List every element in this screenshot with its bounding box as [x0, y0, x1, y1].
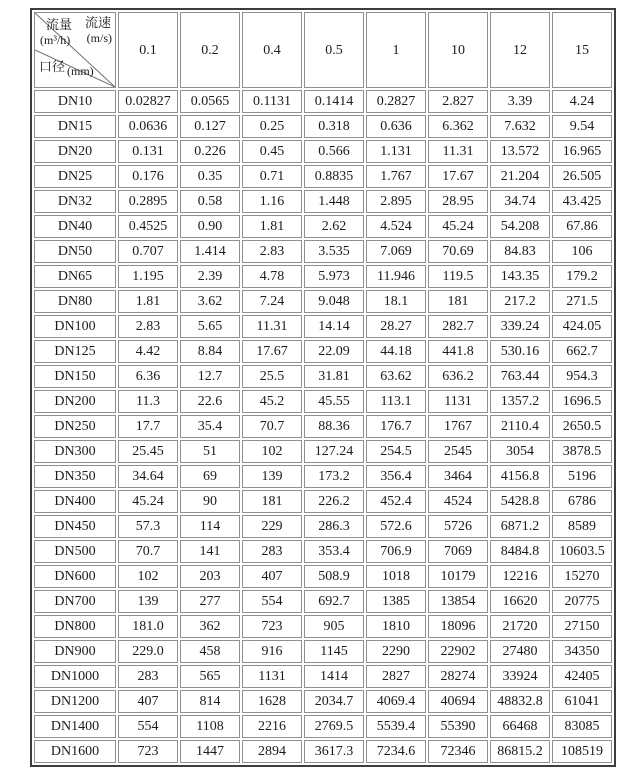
- cell-value: 45.2: [242, 390, 302, 413]
- velocity-label: 流速: [84, 15, 111, 30]
- cell-value: 905: [304, 615, 364, 638]
- table-row: [34, 615, 612, 638]
- cell-value: 554: [118, 715, 178, 738]
- cell-value: 54.208: [490, 215, 550, 238]
- cell-value: 217.2: [490, 290, 550, 313]
- table-row: [34, 115, 612, 138]
- cell-value: 26.505: [552, 165, 612, 188]
- cell-value: 31.81: [304, 365, 364, 388]
- cell-value: 66468: [490, 715, 550, 738]
- table-row: [34, 340, 612, 363]
- cell-value: 4.24: [552, 90, 612, 113]
- cell-value: 11.31: [242, 315, 302, 338]
- cell-value: 356.4: [366, 465, 426, 488]
- cell-value: 7.069: [366, 240, 426, 263]
- cell-value: 4.78: [242, 265, 302, 288]
- row-header-dn: DN20: [34, 140, 116, 163]
- table-row: [34, 140, 612, 163]
- cell-value: 88.36: [304, 415, 364, 438]
- cell-value: 5539.4: [366, 715, 426, 738]
- cell-value: 2110.4: [490, 415, 550, 438]
- cell-value: 22.6: [180, 390, 240, 413]
- cell-value: 25.5: [242, 365, 302, 388]
- cell-value: 45.55: [304, 390, 364, 413]
- cell-value: 723: [118, 740, 178, 763]
- cell-value: 2650.5: [552, 415, 612, 438]
- cell-value: 9.54: [552, 115, 612, 138]
- cell-value: 13854: [428, 590, 488, 613]
- cell-value: 22902: [428, 640, 488, 663]
- cell-value: 51: [180, 440, 240, 463]
- cell-value: 2894: [242, 740, 302, 763]
- row-header-dn: DN500: [34, 540, 116, 563]
- row-header-dn: DN1600: [34, 740, 116, 763]
- cell-value: 8589: [552, 515, 612, 538]
- cell-value: 692.7: [304, 590, 364, 613]
- row-header-dn: DN250: [34, 415, 116, 438]
- cell-value: 1696.5: [552, 390, 612, 413]
- cell-value: 339.24: [490, 315, 550, 338]
- cell-value: 0.71: [242, 165, 302, 188]
- cell-value: 16.965: [552, 140, 612, 163]
- cell-value: 8.84: [180, 340, 240, 363]
- cell-value: 0.636: [366, 115, 426, 138]
- table-row: [34, 190, 612, 213]
- cell-value: 0.2895: [118, 190, 178, 213]
- cell-value: 1628: [242, 690, 302, 713]
- cell-value: 22.09: [304, 340, 364, 363]
- cell-value: 45.24: [428, 215, 488, 238]
- cell-value: 20775: [552, 590, 612, 613]
- cell-value: 106: [552, 240, 612, 263]
- cell-value: 0.8835: [304, 165, 364, 188]
- cell-value: 17.67: [242, 340, 302, 363]
- cell-value: 1767: [428, 415, 488, 438]
- cell-value: 7069: [428, 540, 488, 563]
- table-row: [34, 165, 612, 188]
- table-row: [34, 640, 612, 663]
- cell-value: 1414: [304, 665, 364, 688]
- cell-value: 48832.8: [490, 690, 550, 713]
- cell-value: 7234.6: [366, 740, 426, 763]
- cell-value: 17.67: [428, 165, 488, 188]
- column-header-velocity: 15: [552, 12, 612, 88]
- cell-value: 530.16: [490, 340, 550, 363]
- cell-value: 181: [242, 490, 302, 513]
- cell-value: 1385: [366, 590, 426, 613]
- column-header-velocity: 0.2: [180, 12, 240, 88]
- cell-value: 28.95: [428, 190, 488, 213]
- cell-value: 181: [428, 290, 488, 313]
- row-header-dn: DN32: [34, 190, 116, 213]
- cell-value: 723: [242, 615, 302, 638]
- cell-value: 90: [180, 490, 240, 513]
- cell-value: 5.973: [304, 265, 364, 288]
- velocity-unit-label: (m/s): [86, 31, 112, 45]
- cell-value: 0.1131: [242, 90, 302, 113]
- cell-value: 2290: [366, 640, 426, 663]
- table-row: [34, 490, 612, 513]
- cell-value: 102: [242, 440, 302, 463]
- cell-value: 33924: [490, 665, 550, 688]
- cell-value: 283: [118, 665, 178, 688]
- cell-value: 458: [180, 640, 240, 663]
- cell-value: 3617.3: [304, 740, 364, 763]
- cell-value: 45.24: [118, 490, 178, 513]
- cell-value: 1.131: [366, 140, 426, 163]
- corner-header-cell: [34, 12, 116, 88]
- row-header-dn: DN450: [34, 515, 116, 538]
- cell-value: 141: [180, 540, 240, 563]
- row-header-dn: DN1400: [34, 715, 116, 738]
- cell-value: 10179: [428, 565, 488, 588]
- cell-value: 67.86: [552, 215, 612, 238]
- cell-value: 1131: [428, 390, 488, 413]
- cell-value: 424.05: [552, 315, 612, 338]
- cell-value: 0.02827: [118, 90, 178, 113]
- cell-value: 277: [180, 590, 240, 613]
- cell-value: 2.827: [428, 90, 488, 113]
- table-row: [34, 390, 612, 413]
- cell-value: 63.62: [366, 365, 426, 388]
- cell-value: 35.4: [180, 415, 240, 438]
- row-header-dn: DN10: [34, 90, 116, 113]
- row-header-dn: DN15: [34, 115, 116, 138]
- cell-value: 3.39: [490, 90, 550, 113]
- row-header-dn: DN125: [34, 340, 116, 363]
- cell-value: 0.566: [304, 140, 364, 163]
- cell-value: 1810: [366, 615, 426, 638]
- cell-value: 40694: [428, 690, 488, 713]
- cell-value: 181.0: [118, 615, 178, 638]
- cell-value: 271.5: [552, 290, 612, 313]
- cell-value: 28274: [428, 665, 488, 688]
- table-row: [34, 290, 612, 313]
- cell-value: 353.4: [304, 540, 364, 563]
- cell-value: 4.524: [366, 215, 426, 238]
- table-row: [34, 690, 612, 713]
- cell-value: 0.226: [180, 140, 240, 163]
- cell-value: 10603.5: [552, 540, 612, 563]
- cell-value: 1.81: [242, 215, 302, 238]
- cell-value: 6871.2: [490, 515, 550, 538]
- table-row: [34, 665, 612, 688]
- cell-value: 1.448: [304, 190, 364, 213]
- cell-value: 0.131: [118, 140, 178, 163]
- flow-label: 流量: [46, 17, 73, 32]
- cell-value: 2216: [242, 715, 302, 738]
- cell-value: 179.2: [552, 265, 612, 288]
- column-header-velocity: 0.1: [118, 12, 178, 88]
- table-row: [34, 565, 612, 588]
- cell-value: 2034.7: [304, 690, 364, 713]
- cell-value: 1447: [180, 740, 240, 763]
- table-row: [34, 515, 612, 538]
- cell-value: 0.127: [180, 115, 240, 138]
- cell-value: 4.42: [118, 340, 178, 363]
- row-header-dn: DN80: [34, 290, 116, 313]
- cell-value: 7.24: [242, 290, 302, 313]
- row-header-dn: DN150: [34, 365, 116, 388]
- diameter-unit-label: (mm): [67, 64, 94, 78]
- cell-value: 3464: [428, 465, 488, 488]
- row-header-dn: DN700: [34, 590, 116, 613]
- cell-value: 27480: [490, 640, 550, 663]
- cell-value: 12.7: [180, 365, 240, 388]
- cell-value: 0.25: [242, 115, 302, 138]
- cell-value: 108519: [552, 740, 612, 763]
- cell-value: 5726: [428, 515, 488, 538]
- cell-value: 0.176: [118, 165, 178, 188]
- cell-value: 1131: [242, 665, 302, 688]
- cell-value: 86815.2: [490, 740, 550, 763]
- cell-value: 2827: [366, 665, 426, 688]
- row-header-dn: DN40: [34, 215, 116, 238]
- row-header-dn: DN50: [34, 240, 116, 263]
- cell-value: 14.14: [304, 315, 364, 338]
- row-header-dn: DN300: [34, 440, 116, 463]
- table-row: [34, 715, 612, 738]
- cell-value: 70.7: [242, 415, 302, 438]
- cell-value: 6.36: [118, 365, 178, 388]
- cell-value: 452.4: [366, 490, 426, 513]
- row-header-dn: DN800: [34, 615, 116, 638]
- cell-value: 0.1414: [304, 90, 364, 113]
- table-row: [34, 265, 612, 288]
- cell-value: 7.632: [490, 115, 550, 138]
- row-header-dn: DN350: [34, 465, 116, 488]
- cell-value: 34350: [552, 640, 612, 663]
- cell-value: 70.69: [428, 240, 488, 263]
- cell-value: 173.2: [304, 465, 364, 488]
- cell-value: 143.35: [490, 265, 550, 288]
- cell-value: 5.65: [180, 315, 240, 338]
- row-header-dn: DN1200: [34, 690, 116, 713]
- cell-value: 61041: [552, 690, 612, 713]
- cell-value: 3878.5: [552, 440, 612, 463]
- cell-value: 113.1: [366, 390, 426, 413]
- cell-value: 119.5: [428, 265, 488, 288]
- column-header-velocity: 1: [366, 12, 426, 88]
- table-row: [34, 240, 612, 263]
- corner-header-inner: [35, 13, 115, 87]
- cell-value: 84.83: [490, 240, 550, 263]
- cell-value: 6786: [552, 490, 612, 513]
- cell-value: 0.318: [304, 115, 364, 138]
- cell-value: 636.2: [428, 365, 488, 388]
- table-row: [34, 465, 612, 488]
- cell-value: 0.35: [180, 165, 240, 188]
- cell-value: 18096: [428, 615, 488, 638]
- cell-value: 11.946: [366, 265, 426, 288]
- cell-value: 283: [242, 540, 302, 563]
- cell-value: 2545: [428, 440, 488, 463]
- cell-value: 2.39: [180, 265, 240, 288]
- table-row: [34, 540, 612, 563]
- diameter-label: 口径: [39, 59, 66, 74]
- cell-value: 11.3: [118, 390, 178, 413]
- cell-value: 21720: [490, 615, 550, 638]
- cell-value: 4069.4: [366, 690, 426, 713]
- cell-value: 55390: [428, 715, 488, 738]
- column-header-velocity: 0.4: [242, 12, 302, 88]
- cell-value: 1.767: [366, 165, 426, 188]
- cell-value: 127.24: [304, 440, 364, 463]
- cell-value: 57.3: [118, 515, 178, 538]
- row-header-dn: DN100: [34, 315, 116, 338]
- cell-value: 13.572: [490, 140, 550, 163]
- cell-value: 508.9: [304, 565, 364, 588]
- cell-value: 0.58: [180, 190, 240, 213]
- cell-value: 362: [180, 615, 240, 638]
- row-header-dn: DN900: [34, 640, 116, 663]
- cell-value: 1357.2: [490, 390, 550, 413]
- row-header-dn: DN600: [34, 565, 116, 588]
- cell-value: 16620: [490, 590, 550, 613]
- cell-value: 0.45: [242, 140, 302, 163]
- cell-value: 203: [180, 565, 240, 588]
- table-row: [34, 440, 612, 463]
- table-row: [34, 215, 612, 238]
- cell-value: 28.27: [366, 315, 426, 338]
- cell-value: 554: [242, 590, 302, 613]
- table-row: [34, 315, 612, 338]
- cell-value: 70.7: [118, 540, 178, 563]
- cell-value: 5196: [552, 465, 612, 488]
- cell-value: 441.8: [428, 340, 488, 363]
- cell-value: 44.18: [366, 340, 426, 363]
- cell-value: 11.31: [428, 140, 488, 163]
- header-row: [34, 12, 612, 88]
- cell-value: 69: [180, 465, 240, 488]
- cell-value: 18.1: [366, 290, 426, 313]
- cell-value: 102: [118, 565, 178, 588]
- cell-value: 25.45: [118, 440, 178, 463]
- cell-value: 139: [242, 465, 302, 488]
- cell-value: 814: [180, 690, 240, 713]
- table-row: [34, 365, 612, 388]
- cell-value: 34.64: [118, 465, 178, 488]
- row-header-dn: DN1000: [34, 665, 116, 688]
- cell-value: 34.74: [490, 190, 550, 213]
- cell-value: 1.195: [118, 265, 178, 288]
- cell-value: 9.048: [304, 290, 364, 313]
- cell-value: 565: [180, 665, 240, 688]
- table-row: [34, 740, 612, 763]
- cell-value: 254.5: [366, 440, 426, 463]
- cell-value: 282.7: [428, 315, 488, 338]
- cell-value: 954.3: [552, 365, 612, 388]
- cell-value: 2.83: [242, 240, 302, 263]
- cell-value: 2.83: [118, 315, 178, 338]
- cell-value: 4524: [428, 490, 488, 513]
- cell-value: 15270: [552, 565, 612, 588]
- cell-value: 139: [118, 590, 178, 613]
- row-header-dn: DN400: [34, 490, 116, 513]
- cell-value: 5428.8: [490, 490, 550, 513]
- row-header-dn: DN65: [34, 265, 116, 288]
- cell-value: 3.535: [304, 240, 364, 263]
- cell-value: 763.44: [490, 365, 550, 388]
- cell-value: 572.6: [366, 515, 426, 538]
- cell-value: 1.81: [118, 290, 178, 313]
- cell-value: 407: [242, 565, 302, 588]
- cell-value: 0.0565: [180, 90, 240, 113]
- cell-value: 17.7: [118, 415, 178, 438]
- flow-unit-label: (m³/h): [40, 33, 71, 47]
- table-body: [34, 90, 612, 763]
- table-row: [34, 415, 612, 438]
- cell-value: 83085: [552, 715, 612, 738]
- cell-value: 286.3: [304, 515, 364, 538]
- cell-value: 0.2827: [366, 90, 426, 113]
- cell-value: 8484.8: [490, 540, 550, 563]
- cell-value: 2.895: [366, 190, 426, 213]
- cell-value: 229.0: [118, 640, 178, 663]
- cell-value: 0.4525: [118, 215, 178, 238]
- column-header-velocity: 0.5: [304, 12, 364, 88]
- cell-value: 72346: [428, 740, 488, 763]
- cell-value: 0.90: [180, 215, 240, 238]
- cell-value: 706.9: [366, 540, 426, 563]
- cell-value: 1.414: [180, 240, 240, 263]
- flow-rate-table: [30, 8, 616, 767]
- column-header-velocity: 10: [428, 12, 488, 88]
- row-header-dn: DN25: [34, 165, 116, 188]
- cell-value: 662.7: [552, 340, 612, 363]
- cell-value: 4156.8: [490, 465, 550, 488]
- cell-value: 176.7: [366, 415, 426, 438]
- table-row: [34, 90, 612, 113]
- cell-value: 229: [242, 515, 302, 538]
- cell-value: 1.16: [242, 190, 302, 213]
- cell-value: 3.62: [180, 290, 240, 313]
- cell-value: 226.2: [304, 490, 364, 513]
- cell-value: 27150: [552, 615, 612, 638]
- cell-value: 916: [242, 640, 302, 663]
- cell-value: 114: [180, 515, 240, 538]
- cell-value: 6.362: [428, 115, 488, 138]
- column-header-velocity: 12: [490, 12, 550, 88]
- cell-value: 2769.5: [304, 715, 364, 738]
- cell-value: 42405: [552, 665, 612, 688]
- cell-value: 1145: [304, 640, 364, 663]
- cell-value: 3054: [490, 440, 550, 463]
- cell-value: 2.62: [304, 215, 364, 238]
- cell-value: 21.204: [490, 165, 550, 188]
- cell-value: 0.707: [118, 240, 178, 263]
- cell-value: 12216: [490, 565, 550, 588]
- row-header-dn: DN200: [34, 390, 116, 413]
- cell-value: 1018: [366, 565, 426, 588]
- cell-value: 407: [118, 690, 178, 713]
- cell-value: 0.0636: [118, 115, 178, 138]
- cell-value: 1108: [180, 715, 240, 738]
- cell-value: 43.425: [552, 190, 612, 213]
- table-row: [34, 590, 612, 613]
